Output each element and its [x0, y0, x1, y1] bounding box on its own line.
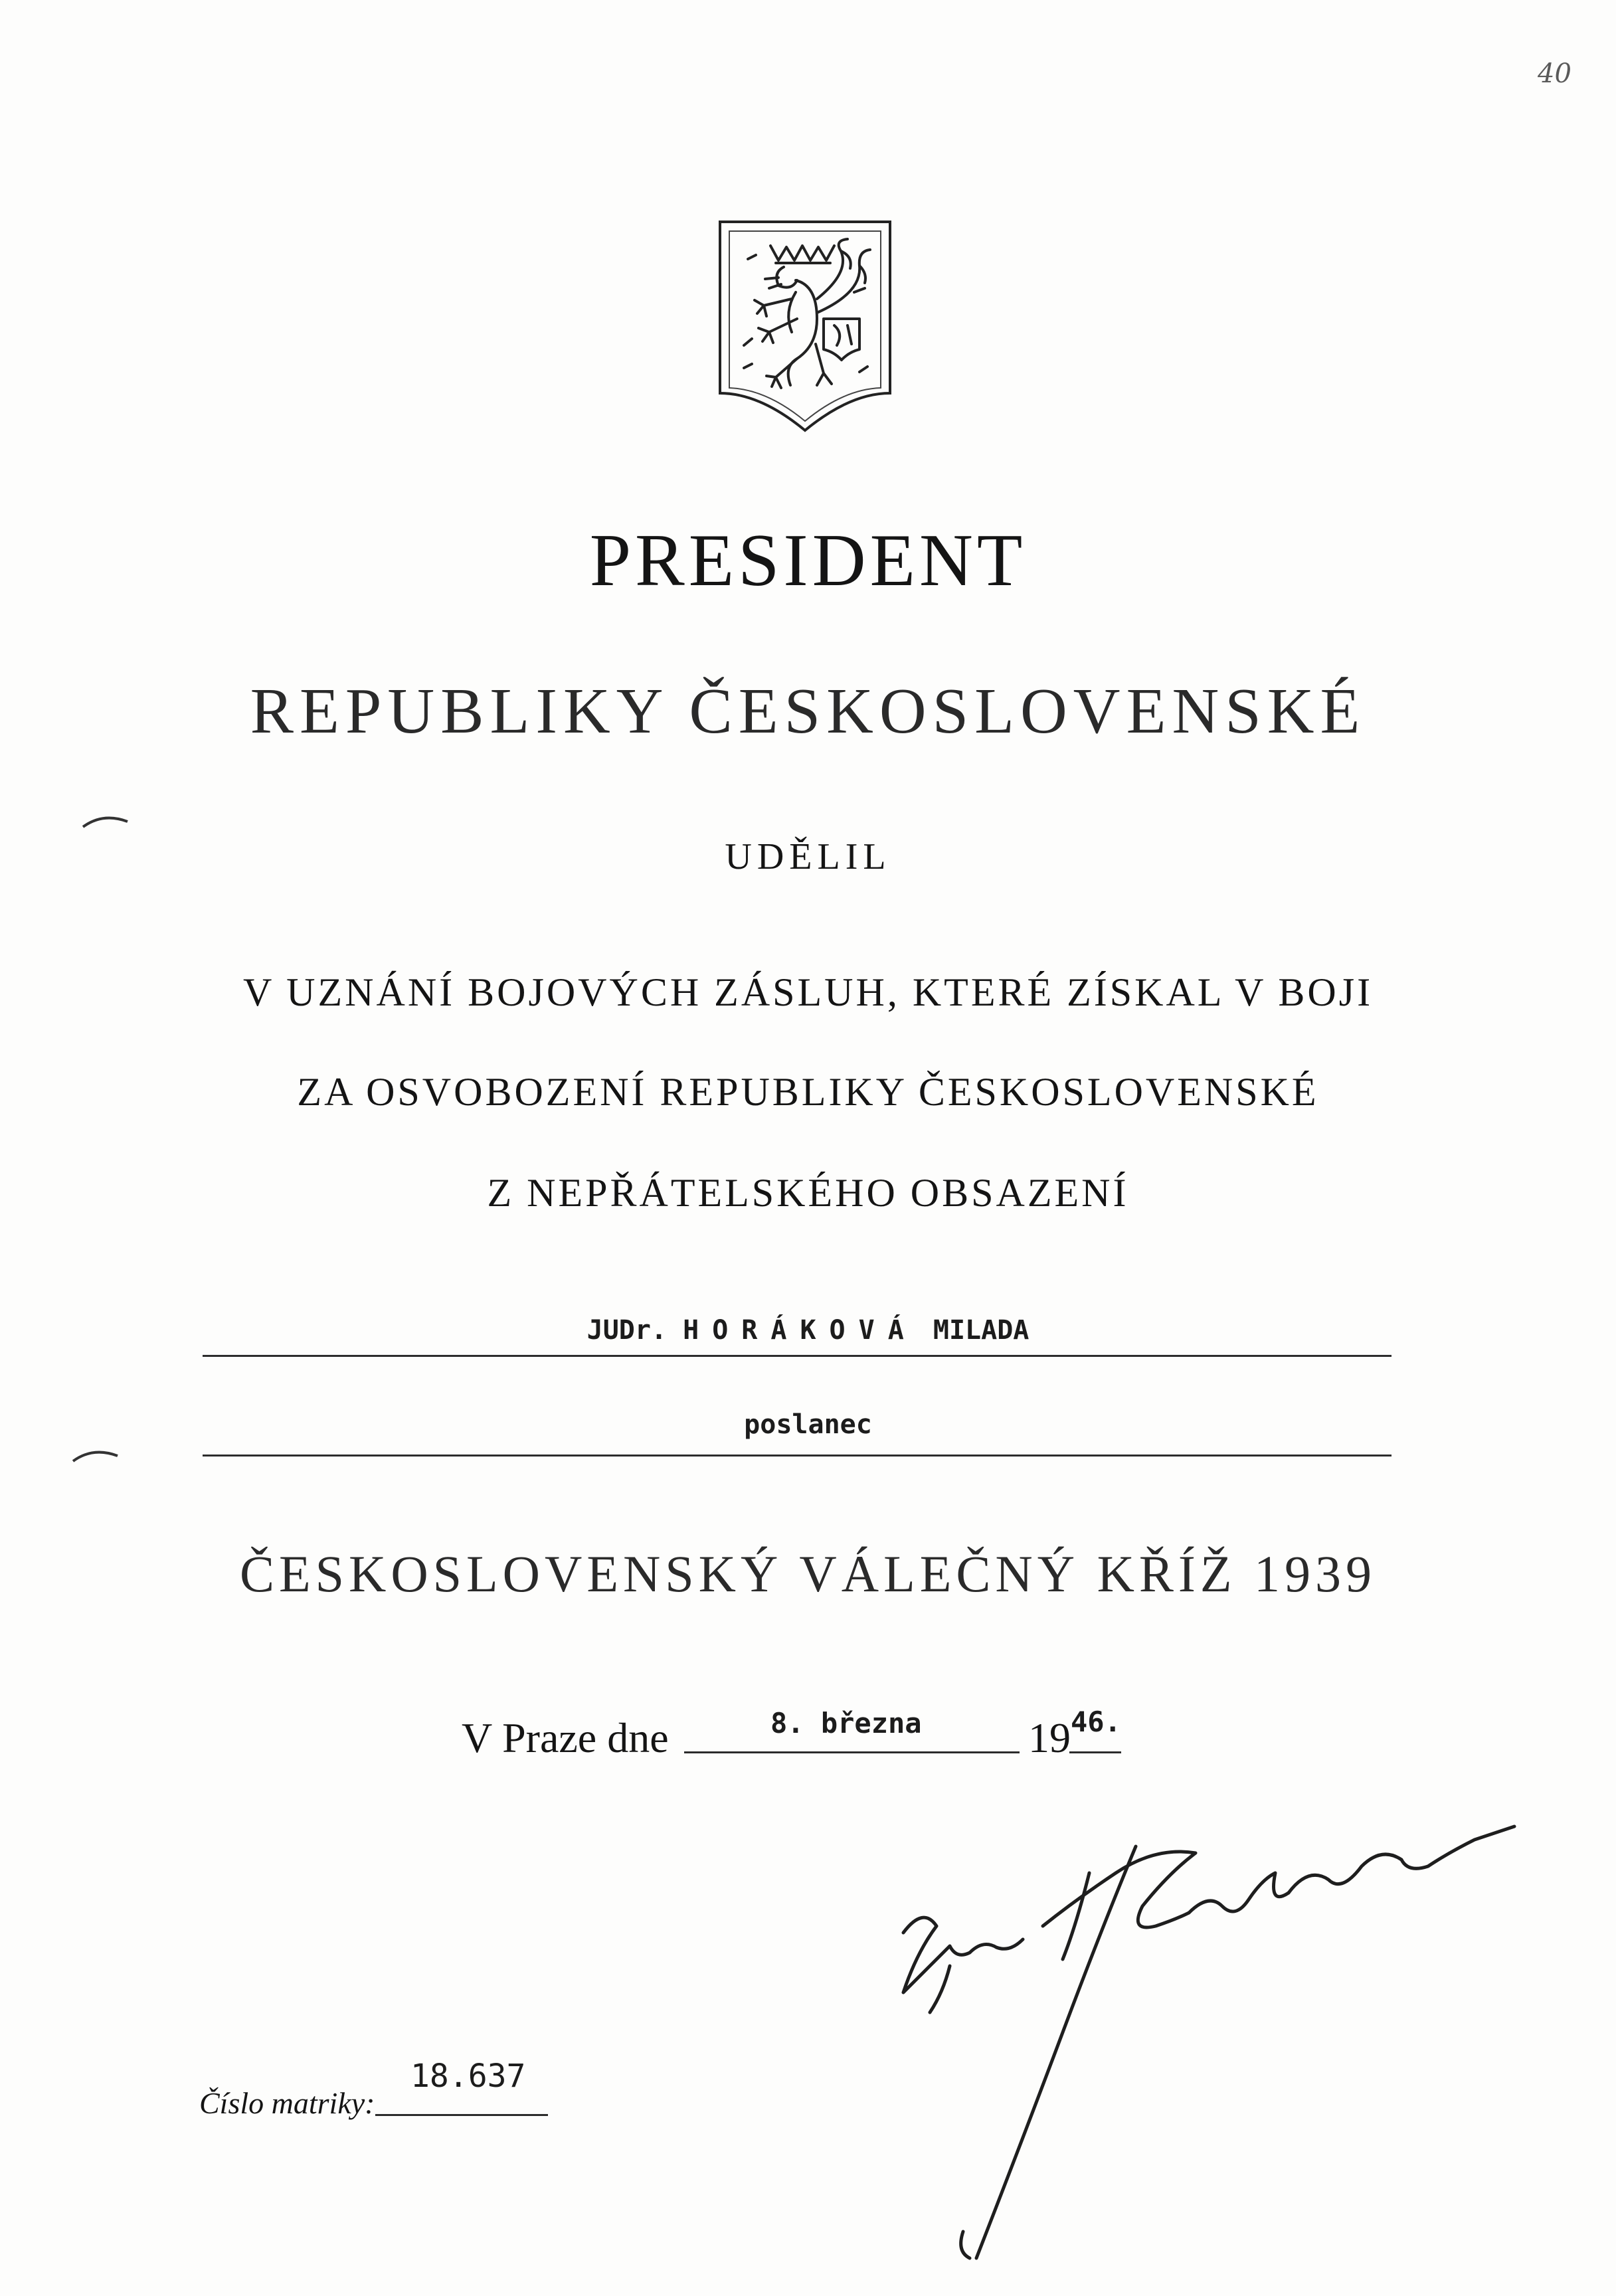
czechoslovak-coat-of-arms-icon	[717, 219, 893, 433]
handwritten-signature-icon	[877, 1793, 1528, 2271]
reason-line-2: ZA OSVOBOZENÍ REPUBLIKY ČESKOSLOVENSKÉ	[297, 1070, 1319, 1114]
reason-line-3: Z NEPŘÁTELSKÉHO OBSAZENÍ	[487, 1171, 1129, 1215]
registry-number: 18.637	[410, 2058, 526, 2095]
recipient-position-rule	[203, 1455, 1392, 1457]
year-prefix: 19	[1028, 1714, 1071, 1761]
recipient-surname: HORÁKOVÁ	[683, 1315, 917, 1346]
recipient-name	[0, 1315, 1616, 1346]
reason-line-1: V UZNÁNÍ BOJOVÝCH ZÁSLUH, KTERÉ ZÍSKAL V BOJI	[242, 970, 1374, 1014]
place-label: V Praze dne	[462, 1714, 669, 1761]
margin-mark	[80, 807, 133, 834]
republic-subtitle: REPUBLIKY ČESKOSLOVENSKÉ	[250, 675, 1366, 747]
year-underline	[1069, 1751, 1121, 1753]
recipient-name-rule	[203, 1355, 1392, 1357]
year-suffix: 46.	[1071, 1706, 1121, 1738]
recipient-title: JUDr.	[586, 1315, 668, 1346]
recipient-given-name: MILADA	[933, 1315, 1030, 1346]
date-day-month: 8. března	[770, 1707, 922, 1739]
page-number: 40	[1538, 58, 1571, 89]
margin-mark	[70, 1441, 123, 1468]
award-name: ČESKOSLOVENSKÝ VÁLEČNÝ KŘÍŽ 1939	[239, 1545, 1377, 1603]
president-title: PRESIDENT	[589, 519, 1027, 602]
awarded-verb: UDĚLIL	[725, 836, 891, 877]
recipient-position: poslanec	[744, 1409, 872, 1440]
registry-underline	[375, 2114, 548, 2116]
registry-label: Číslo matriky:	[199, 2086, 375, 2120]
date-underline	[684, 1751, 1020, 1753]
